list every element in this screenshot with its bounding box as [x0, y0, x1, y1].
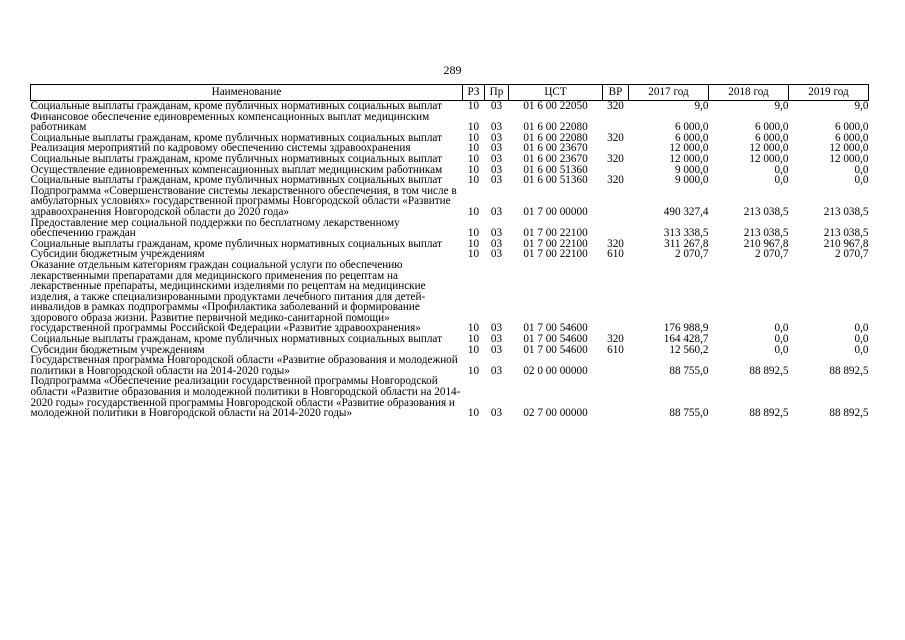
row-cst: 01 6 00 51360 — [523, 174, 588, 187]
row-vr — [603, 112, 629, 133]
row-cst: 01 6 00 22050 — [523, 100, 588, 112]
budget-table — [30, 84, 869, 419]
row-vr — [603, 355, 629, 376]
row-cst: 01 6 00 22080 — [523, 121, 588, 134]
row-value-2018: 0,0 — [774, 333, 789, 346]
row-name: Финансовое обеспечение единовременных компенсационных выплат медицинским работникам — [30, 110, 430, 134]
row-name: Социальные выплаты гражданам, кроме публичных нормативных социальных выплат — [30, 333, 442, 346]
row-value-2017: 6 000,0 — [674, 131, 709, 144]
page-number: 289 — [443, 63, 462, 77]
row-value-2018: 6 000,0 — [754, 121, 789, 134]
row-name: Субсидии бюджетным учреждениям — [30, 248, 205, 261]
row-rz: 10 — [467, 364, 480, 377]
row-rz: 10 — [467, 407, 480, 420]
row-value-2018: 213 038,5 — [743, 227, 789, 240]
row-value-2018: 12 000,0 — [749, 152, 789, 165]
row-name: Осуществление единовременных компенсационных выплат медицинским работникам — [30, 163, 443, 176]
row-name: Государственная программа Новгородской области «Развитие образования и молодежной политики в Новгородской области на 2014-2020 годы» — [30, 354, 458, 377]
row-pr: 03 — [490, 100, 503, 112]
row-value-2017: 88 755,0 — [669, 364, 709, 377]
row-name: Подпрограмма «Обеспечение реализации государственной программы Новгородской области «Развитие образования и молодежной политики в Новгородской области на 2014-2020 годы» государственной программы Новгородской области «Развитие образования и молодежной политики в Новгородской области на 2014-2020 годы» — [30, 375, 461, 420]
row-rz: 10 — [467, 237, 480, 250]
row-vr — [603, 376, 629, 418]
row-value-2017: 12 000,0 — [669, 152, 709, 165]
row-value-2018: 0,0 — [774, 322, 789, 335]
table-row — [31, 154, 869, 165]
row-cst: 01 7 00 22100 — [523, 248, 588, 261]
row-value-2018: 12 000,0 — [749, 142, 789, 155]
row-rz: 10 — [467, 248, 480, 261]
row-vr — [603, 218, 629, 239]
header-2017: 2017 год — [629, 85, 709, 101]
row-rz: 10 — [467, 205, 480, 218]
row-value-2019: 2 070,7 — [834, 248, 869, 261]
row-vr: 610 — [607, 343, 624, 356]
row-value-2019: 0,0 — [854, 333, 869, 346]
table-row — [31, 218, 869, 239]
row-rz: 10 — [467, 333, 480, 346]
row-value-2017: 313 338,5 — [663, 227, 709, 240]
row-value-2018: 213 038,5 — [743, 205, 789, 218]
row-rz: 10 — [467, 227, 480, 240]
row-value-2019: 0,0 — [854, 322, 869, 335]
table-row — [31, 376, 869, 418]
row-value-2018: 9,0 — [774, 100, 789, 112]
row-rz: 10 — [467, 100, 480, 112]
row-cst: 01 7 00 22100 — [523, 237, 588, 250]
table-row — [31, 260, 869, 334]
row-pr: 03 — [490, 227, 503, 240]
row-cst: 01 7 00 00000 — [523, 205, 588, 218]
row-value-2019: 213 038,5 — [823, 205, 869, 218]
row-pr: 03 — [490, 131, 503, 144]
row-pr: 03 — [490, 364, 503, 377]
row-pr: 03 — [490, 205, 503, 218]
table-row — [31, 101, 869, 112]
row-vr: 320 — [607, 237, 624, 250]
row-rz: 10 — [467, 163, 480, 176]
row-cst: 01 7 00 54600 — [523, 322, 588, 335]
row-rz: 10 — [467, 343, 480, 356]
row-rz: 10 — [467, 142, 480, 155]
header-rz: РЗ — [463, 85, 485, 101]
row-name: Социальные выплаты гражданам, кроме публичных нормативных социальных выплат — [30, 174, 442, 187]
row-value-2017: 12 000,0 — [669, 142, 709, 155]
row-rz: 10 — [467, 174, 480, 187]
row-name: Предоставление мер социальной поддержки по бесплатному лекарственному обеспечению граждан — [30, 216, 400, 240]
table-body — [31, 101, 869, 419]
row-value-2018: 0,0 — [774, 163, 789, 176]
row-pr: 03 — [490, 333, 503, 346]
row-value-2017: 490 327,4 — [663, 205, 709, 218]
row-value-2019: 88 892,5 — [829, 407, 869, 420]
row-value-2017: 9,0 — [694, 100, 709, 112]
row-name: Субсидии бюджетным учреждениям — [30, 343, 205, 356]
row-cst: 01 6 00 51360 — [523, 163, 588, 176]
row-value-2017: 12 560,2 — [669, 343, 709, 356]
row-rz: 10 — [467, 322, 480, 335]
row-pr: 03 — [490, 121, 503, 134]
row-vr: 320 — [607, 152, 624, 165]
row-pr: 03 — [490, 142, 503, 155]
row-name: Реализация мероприятий по кадровому обеспечению системы здравоохранения — [30, 142, 411, 155]
row-pr: 03 — [490, 152, 503, 165]
row-value-2019: 0,0 — [854, 163, 869, 176]
header-cst: ЦСТ — [509, 85, 603, 101]
row-cst: 01 6 00 23670 — [523, 142, 588, 155]
row-value-2019: 88 892,5 — [829, 364, 869, 377]
row-vr: 320 — [607, 100, 624, 112]
row-value-2019: 213 038,5 — [823, 227, 869, 240]
row-value-2017: 176 988,9 — [663, 322, 709, 335]
row-cst: 01 6 00 22080 — [523, 131, 588, 144]
row-value-2019: 6 000,0 — [834, 131, 869, 144]
row-vr — [603, 186, 629, 218]
row-value-2019: 0,0 — [854, 174, 869, 187]
row-cst: 01 7 00 54600 — [523, 333, 588, 346]
row-pr: 03 — [490, 163, 503, 176]
row-value-2018: 88 892,5 — [749, 364, 789, 377]
row-value-2019: 9,0 — [854, 100, 869, 112]
row-vr: 320 — [607, 131, 624, 144]
row-name: Социальные выплаты гражданам, кроме публичных нормативных социальных выплат — [30, 131, 442, 144]
row-value-2019: 210 967,8 — [823, 237, 869, 250]
row-rz: 10 — [467, 121, 480, 134]
row-value-2019: 0,0 — [854, 343, 869, 356]
row-vr: 320 — [607, 174, 624, 187]
row-pr: 03 — [490, 343, 503, 356]
row-value-2018: 6 000,0 — [754, 131, 789, 144]
table-row — [31, 186, 869, 218]
row-value-2017: 9 000,0 — [674, 163, 709, 176]
table-header-row — [31, 85, 869, 101]
row-cst: 01 7 00 22100 — [523, 227, 588, 240]
row-value-2019: 12 000,0 — [829, 142, 869, 155]
row-value-2017: 2 070,7 — [674, 248, 709, 261]
row-value-2017: 164 428,7 — [663, 333, 709, 346]
row-pr: 03 — [490, 248, 503, 261]
row-value-2018: 88 892,5 — [749, 407, 789, 420]
table-row — [31, 355, 869, 376]
row-vr: 610 — [607, 248, 624, 261]
row-value-2019: 12 000,0 — [829, 152, 869, 165]
row-value-2018: 210 967,8 — [743, 237, 789, 250]
header-vr: ВР — [603, 85, 629, 101]
row-rz: 10 — [467, 152, 480, 165]
row-cst: 02 0 00 00000 — [523, 364, 588, 377]
row-pr: 03 — [490, 237, 503, 250]
header-pr: Пр — [485, 85, 509, 101]
row-cst: 02 7 00 00000 — [523, 407, 588, 420]
row-value-2017: 88 755,0 — [669, 407, 709, 420]
row-rz: 10 — [467, 131, 480, 144]
row-cst: 01 6 00 23670 — [523, 152, 588, 165]
row-value-2019: 6 000,0 — [834, 121, 869, 134]
header-2018: 2018 год — [709, 85, 789, 101]
row-name: Социальные выплаты гражданам, кроме публичных нормативных социальных выплат — [30, 100, 442, 112]
row-cst: 01 7 00 54600 — [523, 343, 588, 356]
row-pr: 03 — [490, 322, 503, 335]
row-name: Подпрограмма «Совершенствование системы лекарственного обеспечения, в том числе в амбулаторных условиях» государственной программы Новгородской области «Развитие здравоохранения Новгородской области до 2020 года» — [30, 184, 457, 218]
row-name: Социальные выплаты гражданам, кроме публичных нормативных социальных выплат — [30, 152, 442, 165]
row-value-2018: 0,0 — [774, 174, 789, 187]
row-vr — [603, 260, 629, 334]
header-name: Наименование — [31, 85, 463, 101]
table-row — [31, 112, 869, 133]
row-name: Социальные выплаты гражданам, кроме публичных нормативных социальных выплат — [30, 237, 442, 250]
row-name: Оказание отдельным категориям граждан социальной услуги по обеспечению лекарственными препаратами для медицинского применения по рецептам на лекарственные препараты, медицинскими изделиями по рецептам на медицинские изделия, а также специализированными продуктами лечебного питания для детей-инвалидов в рамках подпрограммы «Профилактика заболеваний и формирование здорового образа жизни. Развитие первичной медико-санитарной помощи» государственной программы Российской Федерации «Развитие здравоохранения» — [30, 258, 426, 335]
row-pr: 03 — [490, 174, 503, 187]
row-value-2018: 0,0 — [774, 343, 789, 356]
row-pr: 03 — [490, 407, 503, 420]
row-value-2017: 311 267,8 — [664, 237, 709, 250]
header-2019: 2019 год — [789, 85, 869, 101]
row-value-2017: 6 000,0 — [674, 121, 709, 134]
row-value-2018: 2 070,7 — [754, 248, 789, 261]
row-value-2017: 9 000,0 — [674, 174, 709, 187]
row-vr: 320 — [607, 333, 624, 346]
